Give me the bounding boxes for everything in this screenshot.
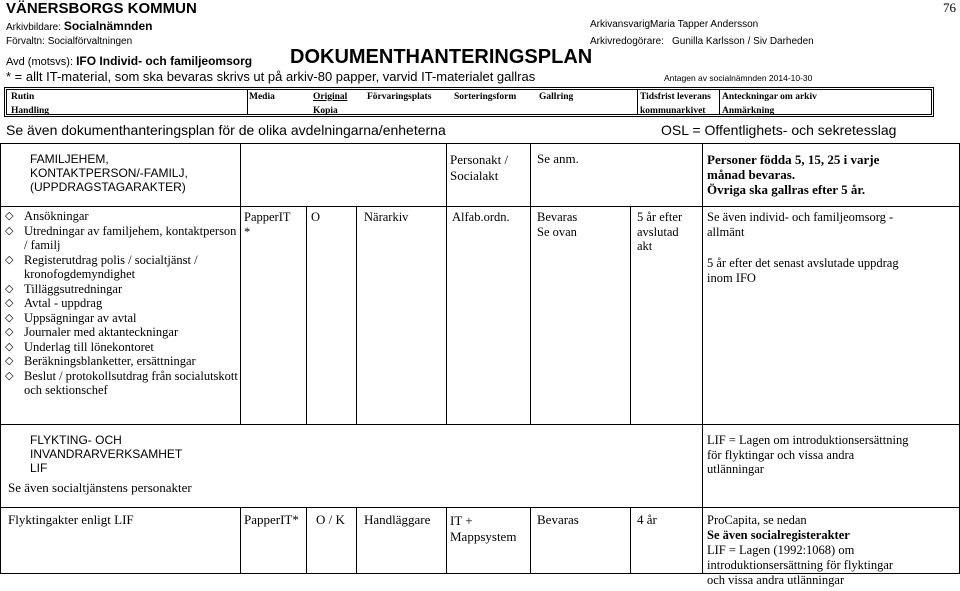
list-item: ◇ Utredningar av familjehem, kontaktperson / familj: [4, 224, 239, 253]
section2-title-line: LIF: [30, 461, 48, 475]
col-original: Original: [313, 92, 348, 102]
list-item: ◇ Avtal - uppdrag: [4, 296, 239, 311]
see-also-plans: Se även dokumenthanteringsplan för de olika avdelningarna/enheterna: [6, 122, 446, 138]
avdelning-row: [6, 54, 252, 68]
section1-note: [707, 152, 879, 197]
col-gallring: Gallring: [539, 92, 574, 102]
row1-media-line: PapperIT: [244, 210, 291, 224]
list-item: ◇ Journaler med aktanteckningar: [4, 325, 239, 340]
row2-media: PapperIT*: [244, 512, 299, 527]
avd-label: Avd (motsvs):: [6, 56, 74, 68]
row1-anm-line: allmänt: [707, 224, 745, 239]
row2-anm-line: och vissa andra utlänningar: [707, 573, 845, 587]
forvaltn-value: Socialförvaltningen: [47, 36, 133, 47]
section2-title-line: INVANDRARVERKSAMHET: [30, 447, 183, 461]
antagen-date: Antagen av socialnämnden 2014-10-30: [664, 73, 813, 83]
section2-note: [707, 433, 908, 477]
row1-anmarkning-2: [707, 256, 899, 285]
row1-anm-line: Se även individ- och familjeomsorg -: [707, 210, 894, 224]
row1-anm-line: 5 år efter det senast avslutade uppdrag: [707, 256, 899, 270]
avd-value: IFO Individ- och familjeomsorg: [76, 54, 253, 68]
arkivbildare-value: Socialnämnden: [63, 19, 153, 33]
section1-title: [30, 152, 188, 194]
list-item: ◇ Beslut / protokollsutdrag från socialutskott och sektionschef: [4, 369, 239, 398]
col-anmarkning: Anmärkning: [722, 106, 775, 116]
col-kopia: Kopia: [313, 106, 338, 116]
section2-note-line: LIF = Lagen om introduktionsersättning: [707, 433, 909, 447]
col-rutin: Rutin: [11, 92, 35, 102]
section2-note-line: för flyktingar och vissa andra: [707, 447, 855, 462]
section1-note-line: månad bevaras.: [707, 167, 796, 182]
section1-title-line: KONTAKTPERSON/-FAMILJ,: [30, 166, 188, 180]
row1-anmarkning-1: [707, 210, 893, 239]
col-tidsfrist: Tidsfrist leverans: [640, 92, 711, 102]
row2-sortering-line: Mappsystem: [450, 529, 517, 544]
list-item: ◇ Underlag till lönekontoret: [4, 340, 239, 355]
section2-note-line: utlänningar: [707, 462, 764, 476]
row2-handling: Flyktingakter enligt LIF: [8, 512, 134, 527]
section1-note-line: Personer födda 5, 15, 25 i varje: [707, 152, 880, 167]
row2-tidsfrist: 4 år: [637, 512, 657, 527]
section1-se-anm: Se anm.: [537, 151, 579, 166]
row2-anmarkning: [707, 513, 893, 588]
row1-gallring: [537, 210, 577, 239]
arkivredogorare-value: Gunilla Karlsson / Siv Darheden: [672, 36, 814, 47]
personakt-line: Personakt /: [450, 152, 509, 167]
col-sorteringsform: Sorteringsform: [454, 92, 517, 102]
row1-sortering: Alfab.ordn.: [452, 210, 510, 224]
section2-see-also: Se även socialtjänstens personakter: [8, 480, 192, 495]
personakt-line: Socialakt: [450, 168, 499, 183]
arkivbildare-label: Arkivbildare:: [6, 22, 62, 33]
list-item: ◇ Uppsägningar av avtal: [4, 311, 239, 326]
row2-anm-line: introduktionsersättning för flyktingar: [707, 558, 894, 572]
row1-media: [244, 210, 291, 239]
section2-title: [30, 433, 182, 475]
arkivredogorare-label: Arkivredogörare:: [590, 36, 664, 47]
arkivbildare-row: [6, 19, 153, 33]
col-anteckningar: Anteckningar om arkiv: [722, 92, 817, 102]
row2-sortering: [450, 513, 516, 545]
col-handling: Handling: [11, 106, 50, 116]
row2-sortering-line: IT +: [450, 513, 473, 528]
row1-handling-list: [4, 209, 239, 398]
row1-media-line: *: [244, 224, 251, 239]
section1-title-line: (UPPDRAGSTAGARAKTER): [30, 180, 186, 194]
document-title: DOKUMENTHANTERINGSPLAN: [290, 46, 593, 68]
row2-original: O / K: [316, 512, 345, 527]
section1-personakt: [450, 152, 508, 184]
row2-anm-line-bold: Se även socialregisterakter: [707, 528, 850, 542]
arkivansvarig-value: Maria Tapper Andersson: [650, 19, 759, 30]
section2-title-line: FLYKTING- OCH: [30, 433, 122, 447]
col-forvaringsplats: Förvaringsplats: [367, 92, 432, 102]
row1-tidsfrist-line: 5 år efter: [637, 210, 683, 224]
row1-gallring-line: Bevaras: [537, 210, 578, 224]
row1-original: O: [311, 210, 321, 224]
it-material-note: * = allt IT-material, som ska bevaras skrivs ut på arkiv-80 papper, varvid IT-materialet gallras: [6, 69, 536, 84]
list-item: ◇ Registerutdrag polis / socialtjänst / kronofogdemyndighet: [4, 253, 239, 282]
row2-anm-line: LIF = Lagen (1992:1068) om: [707, 543, 855, 557]
row1-forvaring: Närarkiv: [364, 210, 409, 224]
section1-note-line: Övriga ska gallras efter 5 år.: [707, 182, 866, 197]
list-item: ◇ Tilläggsutredningar: [4, 282, 239, 297]
organization-name: VÄNERSBORGS KOMMUN: [6, 0, 197, 17]
osl-definition: OSL = Offentlighets- och sekretesslag: [661, 122, 897, 138]
row1-tidsfrist-line: avslutad: [637, 224, 679, 239]
row1-gallring-line: Se ovan: [537, 224, 577, 239]
row2-forvaring: Handläggare: [364, 512, 431, 527]
forvaltning-row: [6, 36, 132, 47]
column-header-box: [4, 87, 934, 117]
list-item: ◇ Beräkningsblanketter, ersättningar: [4, 354, 239, 369]
list-item: ◇ Ansökningar: [4, 209, 239, 224]
col-kommunarkivet: kommunarkivet: [640, 106, 706, 116]
row2-anm-line: ProCapita, se nedan: [707, 513, 807, 527]
row1-tidsfrist: [637, 210, 682, 254]
row1-tidsfrist-line: akt: [637, 239, 653, 253]
forvaltn-label: Förvaltn:: [6, 36, 45, 47]
row2-gallring: Bevaras: [537, 512, 579, 527]
col-media: Media: [249, 92, 275, 102]
arkivansvarig-label: Arkivansvarig:: [590, 19, 653, 30]
section1-title-line: FAMILJEHEM,: [30, 152, 109, 166]
row1-anm-line: inom IFO: [707, 270, 756, 285]
page-number: 76: [943, 0, 956, 15]
